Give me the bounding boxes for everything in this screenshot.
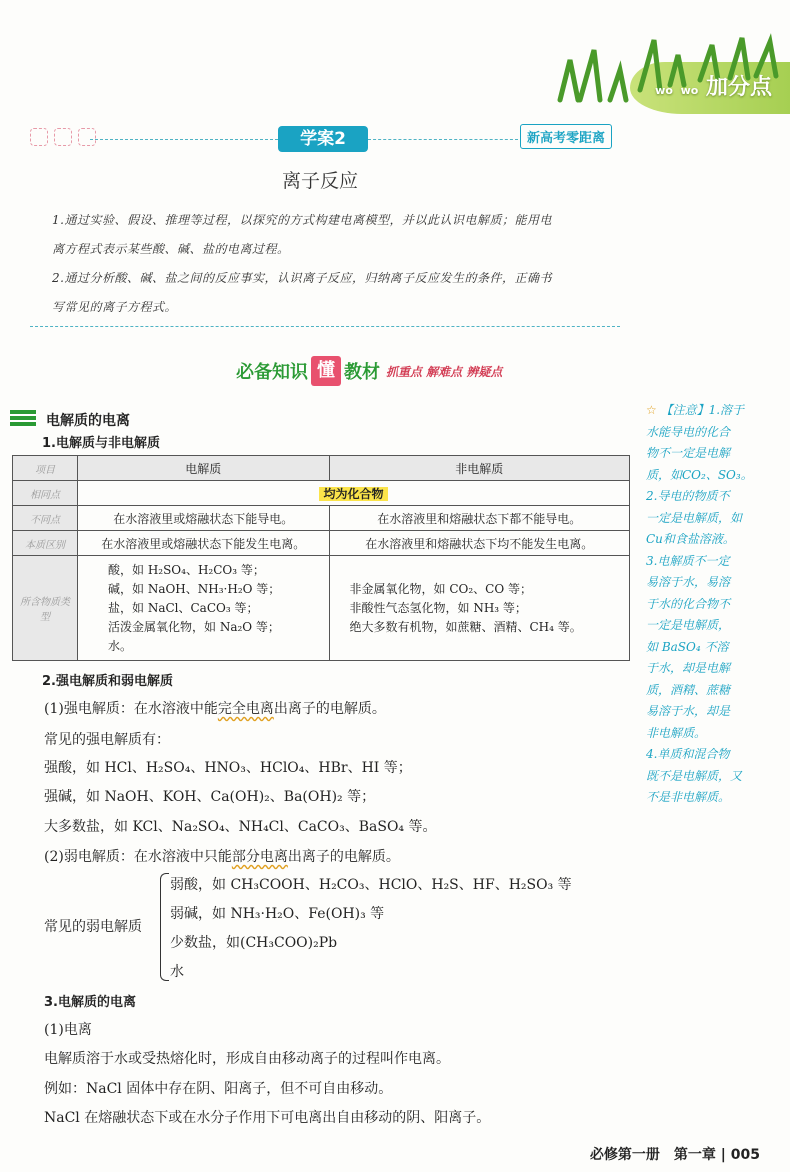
section-bar-icon [10,410,36,428]
knowledge-banner: 必备知识 懂 教材 抓重点 解难点 辨疑点 [236,356,502,386]
ionization-example: 例如：NaCl 固体中存在阴、阳离子，但不可自由移动。 [44,1081,393,1097]
page-title: 离子反应 [281,170,358,192]
table-row: 本质区别 在水溶液里或熔融状态下能发生电离。 在水溶液里和熔融状态下均不能发生电离。 [13,531,630,556]
weak-definition: (2)弱电解质：在水溶液中只能部分电离出离子的电解质。 [44,849,400,865]
table-row: 所含物质类型 酸，如 H₂SO₄、H₂CO₃ 等； 碱，如 NaOH、NH₃·H₂O 等； 盐，如 NaCl、CaCO₃ 等； 活泼金属氧化物，如 Na₂O 等； 水。 非金属氧化物，如 CO₂、CO 等； 非酸性气态氢化物，如 NH₃ 等； 绝大多数有机物，如蔗糖、酒精、CH₄ 等。 [13,556,630,661]
header-divider-left [90,139,278,140]
exam-tag: 新高考零距离 [520,124,612,149]
objective-line: 1.通过实验、假设、推理等过程，以探究的方式构建电离模型，并以此认识电解质；能用电 [52,213,552,227]
star-icon: ☆ [646,403,657,417]
strong-common: 常见的强电解质有： [44,732,170,748]
objective-line: 写常见的离子方程式。 [52,300,178,314]
subsection-heading: 3.电解质的电离 [44,995,136,1010]
objective-divider [30,326,620,327]
weak-salts: 少数盐，如(CH₃COO)₂Pb [170,935,338,951]
objective-line: 离方程式表示某些酸、碱、盐的电离过程。 [52,242,290,256]
table-header: 项目 [13,456,78,481]
brace [160,873,169,981]
weak-bases: 弱碱，如 NH₃·H₂O、Fe(OH)₃ 等 [170,906,385,922]
subsection-heading: 1.电解质与非电解质 [42,436,160,451]
understand-badge: 懂 [311,356,341,386]
table-row: 相同点 均为化合物 [13,481,630,506]
electrolyte-table [12,455,630,661]
strong-acids: 强酸，如 HCl、H₂SO₄、HNO₃、HClO₄、HBr、HI 等； [44,760,412,776]
strong-salts: 大多数盐，如 KCl、Na₂SO₄、NH₄Cl、CaCO₃、BaSO₄ 等。 [44,819,437,835]
strong-bases: 强碱，如 NaOH、KOH、Ca(OH)₂、Ba(OH)₂ 等； [44,789,376,805]
highlight-text: 均为化合物 [319,487,387,501]
page-footer: 必修第一册 第一章 | 005 [589,1147,760,1163]
bonus-label: wo wo 加分点 [655,75,772,100]
weak-common: 常见的弱电解质 [44,919,142,935]
subsection-heading: 2.强电解质和弱电解质 [42,674,173,689]
weak-water: 水 [170,964,184,980]
section-heading: 电解质的电离 [46,413,130,429]
table-row: 不同点 在水溶液里或熔融状态下能导电。 在水溶液里和熔融状态下都不能导电。 [13,506,630,531]
strong-definition: (1)强电解质：在水溶液中能完全电离出离子的电解质。 [44,701,386,717]
side-note: ☆ 【注意】1.溶于 水能导电的化合 物不一定是电解 质，如CO₂、SO₃。 2.导电的物质不 一定是电解质，如 Cu和食盐溶液。 3.电解质不一定 易溶于水，易溶 于水的化合物不 一定是电解质， 如 BaSO₄ 不溶 于水，却是电解 质，酒精、蔗糖 易溶于水，却是 非电解质。 4.单质和混合物 既不是电解质，又 不是非电解质。 [646,403,753,804]
section-label: 学案2 [278,126,368,152]
table-header: 非电解质 [329,456,630,481]
ionization-definition: 电解质溶于水或受热熔化时，形成自由移动离子的过程叫作电离。 [44,1051,450,1067]
table-header: 电解质 [78,456,330,481]
weak-acids: 弱酸，如 CH₃COOH、H₂CO₃、HClO、H₂S、HF、H₂SO₃ 等 [170,877,572,893]
ionization-sub: (1)电离 [44,1022,92,1038]
ionization-example: NaCl 在熔融状态下或在水分子作用下可电离出自由移动的阴、阳离子。 [44,1110,491,1126]
learning-tag-boxes [30,128,96,146]
objective-line: 2.通过分析酸、碱、盐之间的反应事实，认识离子反应，归纳离子反应发生的条件，正确书 [52,271,552,285]
header-divider-right [368,139,518,140]
